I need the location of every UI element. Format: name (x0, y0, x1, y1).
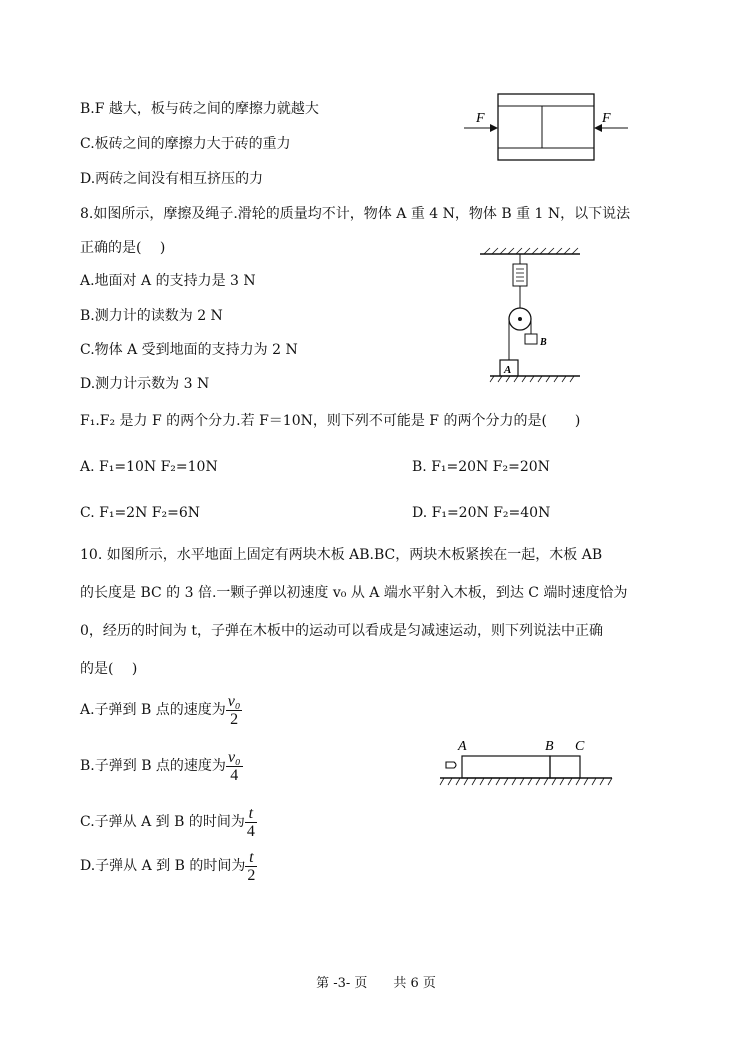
q10-option-d-fraction (245, 849, 257, 884)
q8-stem-line-1: 8.如图所示，摩擦及绳子.滑轮的质量均不计，物体 A 重 4 N，物体 B 重 1 N，以下说法 (80, 206, 631, 222)
q9-option-c: C. F₁=2N F₂=6N (80, 505, 200, 521)
q10-figure-boards (436, 734, 616, 790)
q7-option-c: C.板砖之间的摩擦力大于砖的重力 (80, 136, 291, 152)
page-footer: 第 -3- 页 共 6 页 (316, 976, 436, 991)
q10-option-b-numerator: v₀ (227, 748, 241, 766)
q10-option-d (80, 846, 257, 886)
q10-stem-line-2: 的长度是 BC 的 3 倍.一颗子弹以初速度 v₀ 从 A 端水平射入木板，到达 C 端时速度恰为 (80, 585, 628, 601)
q7-option-b: B.F 越大，板与砖之间的摩擦力就越大 (80, 101, 319, 117)
q7-option-d: D.两砖之间没有相互挤压的力 (80, 171, 264, 187)
q10-figure-label-c: C (575, 739, 585, 754)
q10-option-a-denominator: 2 (230, 710, 239, 728)
q7-figure-bricks (462, 88, 632, 168)
q7-figure-label-left: F (476, 111, 485, 126)
q8-figure-pulley (476, 244, 586, 384)
q10-option-c-denominator: 4 (246, 822, 255, 840)
q10-figure-label-b: B (545, 739, 554, 754)
q9-stem-text: F₁.F₂ 是力 F 的两个分力.若 F＝10N，则下列不可能是 F 的两个分力的是( ) (80, 413, 581, 429)
q10-figure-label-a: A (458, 739, 467, 754)
q10-option-c (80, 802, 257, 842)
q8-stem-line-2: 正确的是( ) (80, 240, 166, 256)
q9-option-b: B. F₁=20N F₂=20N (412, 459, 550, 475)
q10-option-d-text: D.子弹从 A 到 B 的时间为 (80, 858, 246, 874)
q9-option-d: D. F₁=20N F₂=40N (412, 505, 551, 521)
q10-option-d-denominator: 2 (247, 866, 256, 884)
q10-option-a (80, 690, 242, 730)
q10-option-a-fraction (226, 693, 243, 728)
q10-option-b-text: B.子弹到 B 点的速度为 (80, 758, 226, 774)
q10-option-a-text: A.子弹到 B 点的速度为 (80, 702, 226, 718)
q9-stem (80, 411, 580, 431)
q8-figure-label-a: A (504, 364, 512, 376)
q10-option-b (80, 746, 243, 786)
q10-option-c-fraction (245, 805, 257, 840)
q8-option-b: B.测力计的读数为 2 N (80, 308, 223, 324)
q7-figure-label-right: F (602, 111, 611, 126)
q10-stem-line-1: 10. 如图所示，水平地面上固定有两块木板 AB.BC，两块木板紧挨在一起，木板 AB (80, 547, 603, 563)
q10-option-b-denominator: 4 (230, 766, 239, 784)
q10-stem-line-3: 0，经历的时间为 t，子弹在木板中的运动可以看成是匀减速运动，则下列说法中正确 (80, 623, 603, 639)
q10-option-b-fraction (226, 749, 243, 784)
q8-option-d: D.测力计示数为 3 N (80, 376, 210, 392)
q8-option-a: A.地面对 A 的支持力是 3 N (80, 273, 256, 289)
q10-stem-line-4: 的是( ) (80, 661, 138, 677)
q8-option-c: C.物体 A 受到地面的支持力为 2 N (80, 342, 298, 358)
q10-option-d-numerator: t (245, 849, 257, 867)
q10-option-c-numerator: t (245, 805, 257, 823)
q8-figure-label-b: B (540, 337, 547, 348)
q10-option-a-numerator: v₀ (227, 692, 241, 710)
q9-option-a: A. F₁=10N F₂=10N (80, 459, 218, 475)
q10-option-c-text: C.子弹从 A 到 B 的时间为 (80, 814, 245, 830)
